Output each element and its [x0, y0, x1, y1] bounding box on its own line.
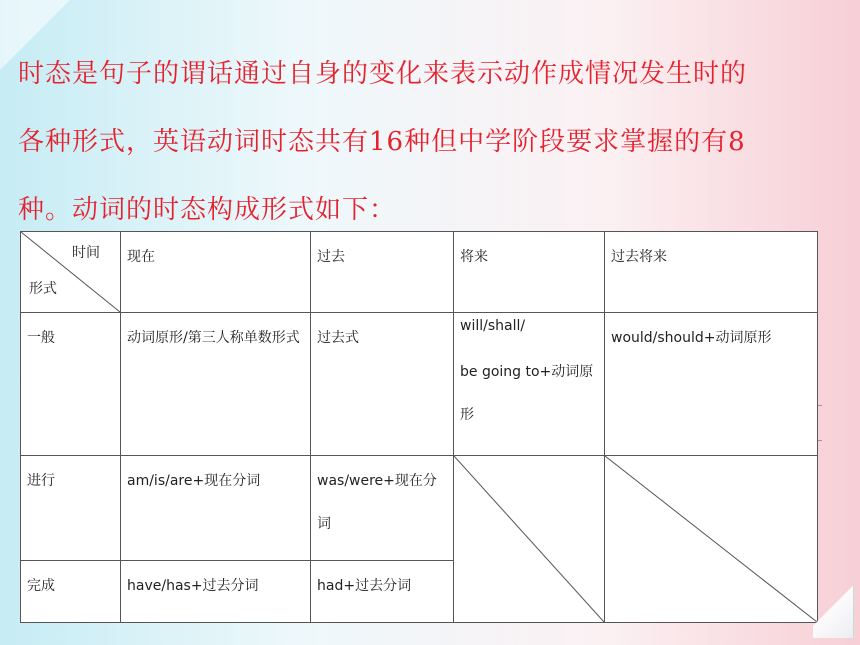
- cell-simple-past-future: would/should+动词原形: [605, 313, 818, 456]
- intro-line-2: 各种形式，英语动词时态共有16种但中学阶段要求掌握的有8: [18, 127, 746, 157]
- tense-table: [20, 231, 818, 623]
- past-future-diagonal-line: [605, 456, 817, 622]
- corner-label-time: 时间: [72, 245, 100, 261]
- row-label-simple: 一般: [21, 313, 121, 456]
- corner-label-form: 形式: [29, 281, 57, 297]
- table-header-row: [21, 232, 818, 313]
- header-past: 过去: [311, 232, 454, 313]
- cell-simple-past: 过去式: [311, 313, 454, 456]
- future-line-1: will/shall/: [460, 318, 526, 334]
- cell-simple-present: 动词原形/第三人称单数形式: [121, 313, 311, 456]
- cell-simple-future: [454, 313, 605, 456]
- cell-progressive-present: am/is/are+现在分词: [121, 456, 311, 561]
- intro-line-1: 时态是句子的谓话通过自身的变化来表示动作成情况发生时的: [18, 59, 748, 89]
- edge-mark: [818, 405, 822, 406]
- intro-line-3: 种。动词的时态构成形式如下：: [18, 195, 397, 225]
- future-diagonal-line: [454, 456, 604, 622]
- table-row: [21, 313, 818, 456]
- header-future: 将来: [454, 232, 605, 313]
- corner-diagonal-line: [21, 232, 120, 312]
- empty-past-future-cell: [605, 456, 818, 623]
- table-row: [21, 456, 818, 561]
- header-present: 现在: [121, 232, 311, 313]
- row-label-perfect: 完成: [21, 561, 121, 623]
- edge-mark: [818, 440, 822, 441]
- cell-perfect-present: have/has+过去分词: [121, 561, 311, 623]
- empty-future-cell: [454, 456, 605, 623]
- cell-progressive-past: was/were+现在分词: [311, 456, 454, 561]
- cell-perfect-past: had+过去分词: [311, 561, 454, 623]
- header-past-future: 过去将来: [605, 232, 818, 313]
- page-fold-decoration: [813, 582, 854, 638]
- corner-header-cell: [21, 232, 121, 313]
- row-label-progressive: 进行: [21, 456, 121, 561]
- future-line-2: be going to+动词原形: [460, 364, 594, 423]
